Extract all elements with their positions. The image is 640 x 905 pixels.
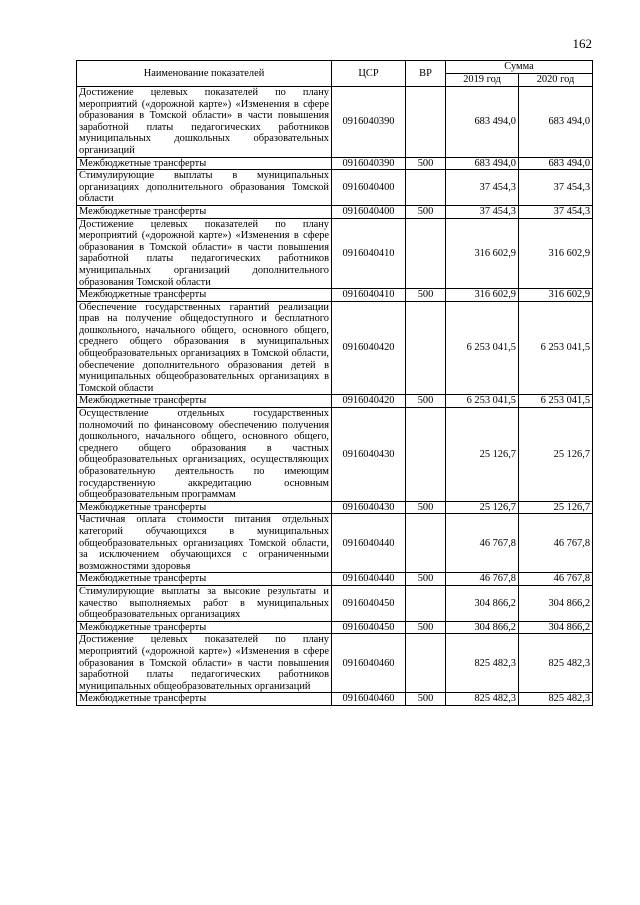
row-vr: 500 [406,395,446,408]
row-csr: 0916040420 [332,395,406,408]
table-row [77,218,593,289]
row-csr: 0916040400 [332,205,406,218]
header-name: Наименование показателей [77,61,332,87]
row-sum-2020: 825 482,3 [519,634,593,693]
row-vr: 500 [406,289,446,302]
row-sum-2020: 37 454,3 [519,170,593,206]
row-sum-2019: 304 866,2 [446,621,519,634]
table-row [77,621,593,634]
row-sum-2019: 683 494,0 [446,157,519,170]
row-sum-2019: 25 126,7 [446,408,519,502]
row-sum-2019: 825 482,3 [446,634,519,693]
row-csr: 0916040460 [332,693,406,706]
row-csr: 0916040390 [332,87,406,158]
row-sum-2020: 46 767,8 [519,573,593,586]
row-name: Межбюджетные трансферты [77,573,332,586]
row-vr: 500 [406,205,446,218]
row-name: Достижение целевых показателей по плану мероприятий («дорожной карте») «Изменения в сфере образования в Томской области» в части повышения заработной платы педагогических работников муниципальных дошкольных образовательных организаций [77,87,332,158]
row-name: Межбюджетные трансферты [77,395,332,408]
row-sum-2019: 46 767,8 [446,514,519,573]
row-sum-2019: 683 494,0 [446,87,519,158]
row-vr [406,87,446,158]
row-vr [406,218,446,289]
row-vr [406,170,446,206]
table-row [77,87,593,158]
row-sum-2019: 37 454,3 [446,205,519,218]
row-sum-2020: 683 494,0 [519,157,593,170]
table-row [77,573,593,586]
row-csr: 0916040420 [332,301,406,395]
row-name: Частичная оплата стоимости питания отдельных категорий обучающихся в муниципальных общеобразовательных организациях Томской области, за исключением обучающихся с ограниченными возможностями здоровья [77,514,332,573]
row-csr: 0916040400 [332,170,406,206]
row-sum-2019: 37 454,3 [446,170,519,206]
row-sum-2020: 25 126,7 [519,408,593,502]
row-sum-2020: 46 767,8 [519,514,593,573]
row-sum-2020: 6 253 041,5 [519,301,593,395]
header-year-2020: 2020 год [519,74,593,87]
row-name: Межбюджетные трансферты [77,157,332,170]
row-vr [406,301,446,395]
table-row [77,170,593,206]
row-sum-2020: 316 602,9 [519,289,593,302]
row-sum-2019: 316 602,9 [446,289,519,302]
row-vr: 500 [406,157,446,170]
row-sum-2019: 6 253 041,5 [446,395,519,408]
row-name: Стимулирующие выплаты в муниципальных организациях дополнительного образования Томской области [77,170,332,206]
row-csr: 0916040450 [332,585,406,621]
row-vr: 500 [406,693,446,706]
row-sum-2020: 6 253 041,5 [519,395,593,408]
row-sum-2019: 316 602,9 [446,218,519,289]
row-sum-2020: 316 602,9 [519,218,593,289]
row-name: Межбюджетные трансферты [77,693,332,706]
row-sum-2020: 683 494,0 [519,87,593,158]
row-name: Обеспечение государственных гарантий реализации прав на получение общедоступного и бесплатного дошкольного, начального общего, основного общего, среднего общего образования в муниципальных общеобразовательных организациях в Томской области, обеспечение дополнительного образования детей в муниципальных общеобразовательных организациях в Томской области [77,301,332,395]
row-sum-2020: 304 866,2 [519,621,593,634]
row-csr: 0916040440 [332,573,406,586]
row-csr: 0916040440 [332,514,406,573]
table-row [77,205,593,218]
row-csr: 0916040410 [332,289,406,302]
row-name: Межбюджетные трансферты [77,501,332,514]
row-csr: 0916040450 [332,621,406,634]
row-sum-2019: 304 866,2 [446,585,519,621]
table-row [77,395,593,408]
table-row [77,514,593,573]
table-header [77,61,593,87]
row-sum-2020: 37 454,3 [519,205,593,218]
row-csr: 0916040460 [332,634,406,693]
row-name: Достижение целевых показателей по плану мероприятий («дорожной карте») «Изменения в сфере образования в Томской области» в части повышения заработной платы педагогических работников муниципальных общеобразовательных организаций [77,634,332,693]
table-row [77,408,593,502]
row-name: Стимулирующие выплаты за высокие результаты и качество выполняемых работ в муниципальных общеобразовательных организациях [77,585,332,621]
row-sum-2019: 6 253 041,5 [446,301,519,395]
table-row [77,157,593,170]
row-sum-2020: 825 482,3 [519,693,593,706]
row-csr: 0916040410 [332,218,406,289]
row-sum-2019: 46 767,8 [446,573,519,586]
row-sum-2020: 304 866,2 [519,585,593,621]
row-csr: 0916040430 [332,501,406,514]
row-name: Межбюджетные трансферты [77,289,332,302]
table-row [77,501,593,514]
row-csr: 0916040390 [332,157,406,170]
row-vr: 500 [406,501,446,514]
row-sum-2020: 25 126,7 [519,501,593,514]
header-vr: ВР [406,61,446,87]
row-sum-2019: 825 482,3 [446,693,519,706]
row-vr: 500 [406,573,446,586]
header-csr: ЦСР [332,61,406,87]
page-number: 162 [572,36,592,51]
header-sum: Сумма [446,61,593,74]
row-vr: 500 [406,621,446,634]
row-csr: 0916040430 [332,408,406,502]
row-vr [406,585,446,621]
table-row [77,634,593,693]
row-vr [406,408,446,502]
header-year-2019: 2019 год [446,74,519,87]
table-body [77,87,593,706]
row-sum-2019: 25 126,7 [446,501,519,514]
row-name: Межбюджетные трансферты [77,621,332,634]
row-name: Межбюджетные трансферты [77,205,332,218]
budget-table [76,60,593,706]
row-name: Достижение целевых показателей по плану мероприятий («дорожной карте») «Изменения в сфере образования в Томской области» в части повышения заработной платы педагогических работников муниципальных организаций дополнительного образования Томской области [77,218,332,289]
table-row [77,585,593,621]
table-row [77,301,593,395]
row-vr [406,514,446,573]
table-row [77,693,593,706]
row-name: Осуществление отдельных государственных полномочий по финансовому обеспечению получения дошкольного, начального общего, основного общего, среднего общего образования в частных общеобразовательных организациях, осуществляющих образовательную деятельность по имеющим государственную аккредитацию основным общеобразовательным программам [77,408,332,502]
row-vr [406,634,446,693]
table-row [77,289,593,302]
